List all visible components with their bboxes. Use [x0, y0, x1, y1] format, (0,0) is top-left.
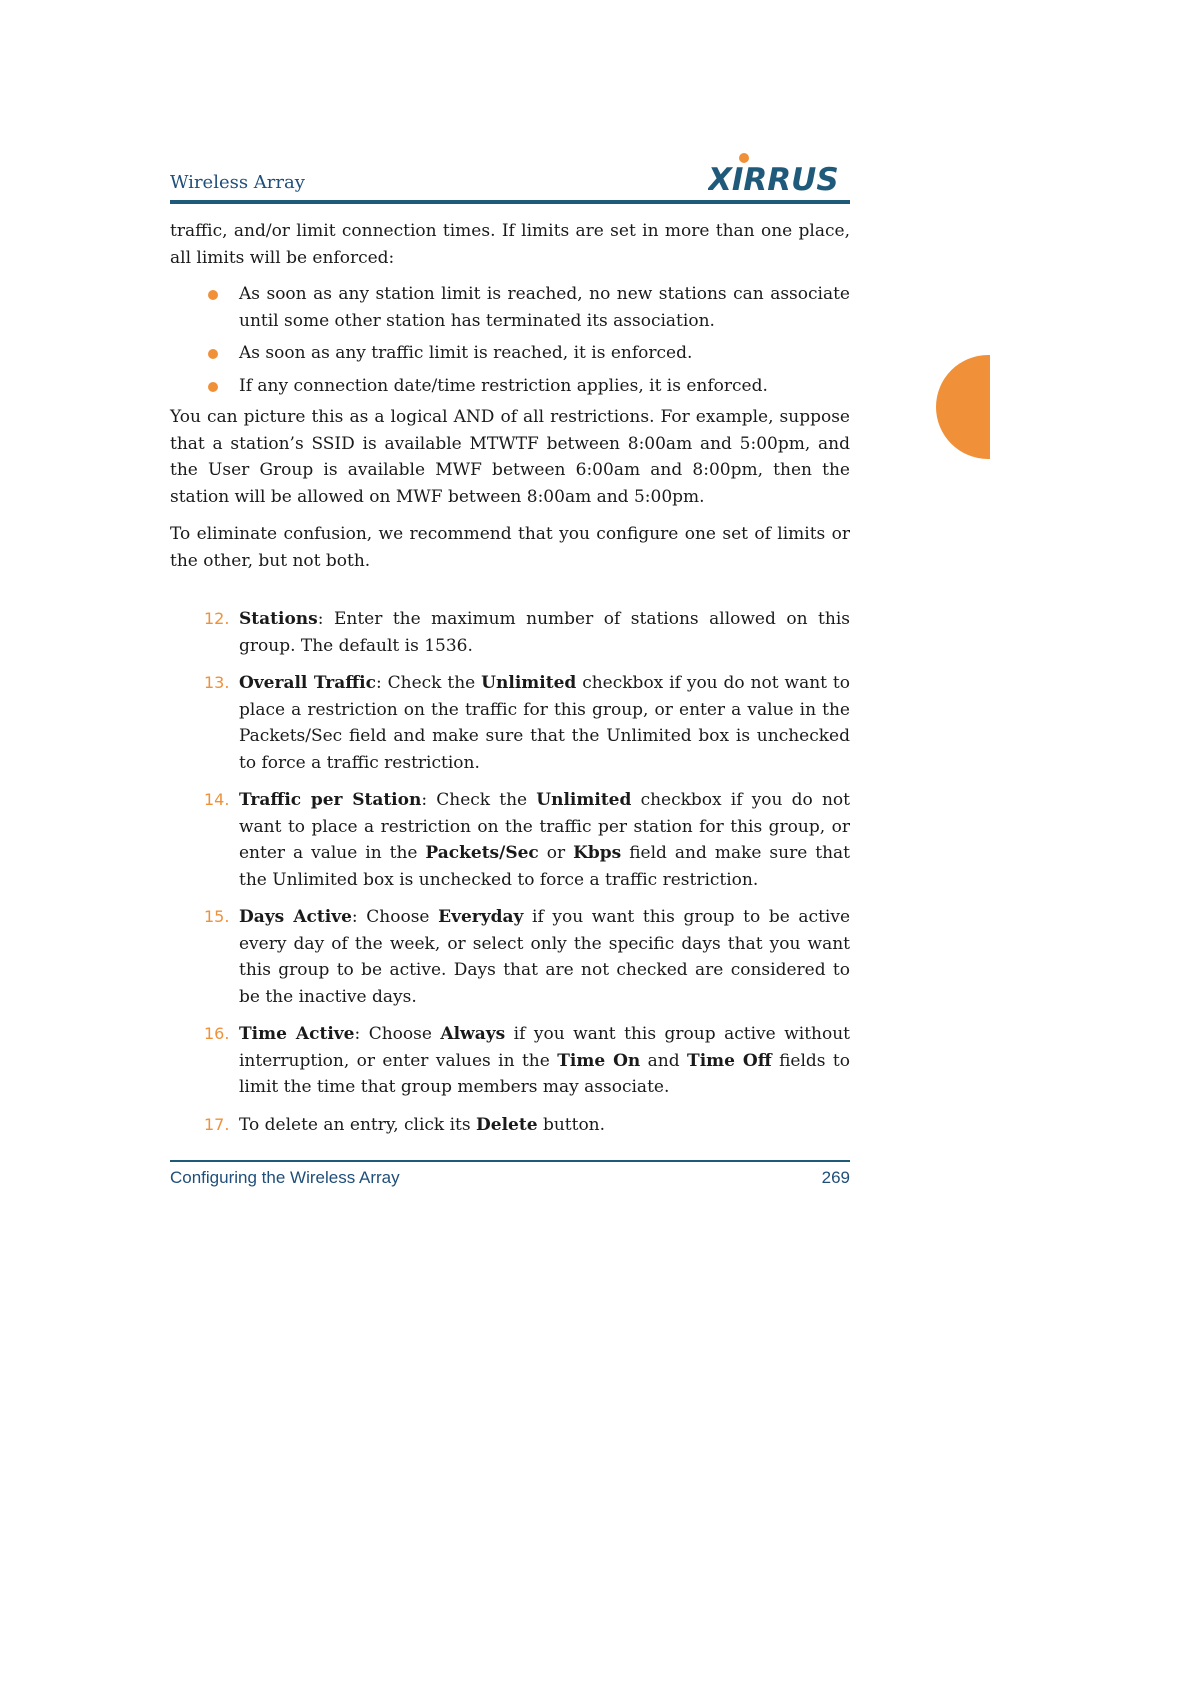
bullet-list	[200, 281, 850, 405]
step-text: : Check the	[375, 673, 482, 693]
bullet-text: As soon as any traffic limit is reached, it is enforced.	[239, 343, 693, 363]
recommendation-paragraph: To eliminate confusion, we recommend that you configure one set of limits or the other, but not both.	[170, 524, 850, 571]
svg-text:XIRRUS: XIRRUS	[708, 162, 839, 196]
step-text: : Choose	[354, 1024, 441, 1044]
step-label: Time Active	[239, 1024, 355, 1044]
step-keyword: Kbps	[573, 843, 622, 863]
step-text: and	[640, 1050, 688, 1071]
step-text: button.	[537, 1114, 606, 1135]
step-text: To delete an entry, click its	[239, 1114, 477, 1135]
step-text: checkbox if you do not want to place a restriction on the traffic per station for this group, or enter a value in the	[239, 790, 850, 863]
step-text: : Enter the maximum number of stations allowed on this group. The default is 1536.	[239, 609, 850, 656]
step-item-time-active	[200, 1021, 850, 1101]
step-keyword: Time Off	[687, 1050, 772, 1071]
step-item-overall-traffic	[200, 670, 850, 776]
chapter-tab	[936, 355, 990, 459]
step-item-days-active	[200, 904, 850, 1010]
bullet-text: As soon as any station limit is reached, no new stations can associate until some other station has terminated its association.	[239, 284, 850, 331]
list-item	[200, 373, 850, 400]
intro-paragraph: traffic, and/or limit connection times. If limits are set in more than one place, all limits will be enforced:	[170, 221, 850, 268]
step-list	[200, 606, 850, 1149]
bullet-text: If any connection date/time restriction applies, it is enforced.	[239, 375, 768, 396]
header-rule	[170, 200, 850, 204]
step-label: Overall Traffic	[239, 673, 376, 693]
step-item-traffic-per-station	[200, 787, 850, 893]
step-number: 13.	[204, 673, 230, 692]
step-label: Stations	[239, 609, 318, 629]
step-keyword: Always	[440, 1024, 506, 1044]
bullet-icon	[208, 382, 218, 392]
step-number: 12.	[204, 609, 230, 628]
step-keyword: Packets/Sec	[425, 843, 539, 863]
logical-and-paragraph: You can picture this as a logical AND of all restrictions. For example, suppose that a station’s SSID is available MTWTF between 8:00am and 5:00pm, and the User Group is available MWF between 6:00am and 8:00pm, then the station will be allowed on MWF between 8:00am and 5:00pm.	[170, 407, 850, 507]
footer-chapter-title: Configuring the Wireless Array	[170, 1168, 400, 1187]
step-item-delete	[200, 1112, 850, 1139]
list-item	[200, 281, 850, 334]
step-number: 17.	[204, 1114, 230, 1134]
xirrus-logo	[708, 150, 848, 196]
step-keyword: Unlimited	[536, 790, 632, 810]
bullet-icon	[208, 349, 218, 359]
step-text: if you want this group to be active every day of the week, or select only the specific days that you want this group to be active. Days that are not checked are considered to be the inactive days.	[239, 907, 850, 1007]
step-number: 16.	[204, 1024, 230, 1043]
footer-rule	[170, 1160, 850, 1162]
step-text: if you want this group active without interruption, or enter values in the	[239, 1024, 850, 1071]
step-text: or	[538, 843, 574, 863]
step-keyword: Unlimited	[481, 673, 577, 693]
page-number: 269	[821, 1168, 850, 1187]
bullet-icon	[208, 290, 218, 300]
step-label: Traffic per Station	[239, 790, 422, 810]
step-text: : Choose	[351, 907, 439, 927]
header-title: Wireless Array	[170, 172, 305, 193]
xirrus-logo-graphic	[708, 150, 848, 196]
step-number: 15.	[204, 907, 230, 926]
step-keyword: Everyday	[438, 907, 524, 927]
step-text: field and make sure that the Unlimited box is unchecked to force a traffic restriction.	[239, 843, 850, 890]
step-text: fields to limit the time that group members may associate.	[239, 1050, 850, 1097]
step-keyword: Time On	[557, 1050, 641, 1071]
step-text: checkbox if you do not want to place a restriction on the traffic for this group, or enter a value in the Packets/Sec field and make sure that the Unlimited box is unchecked to force a traffic restriction.	[239, 673, 850, 773]
step-number: 14.	[204, 790, 230, 809]
step-keyword: Delete	[476, 1114, 538, 1135]
step-label: Days Active	[239, 907, 352, 927]
step-text: : Check the	[421, 790, 537, 810]
list-item	[200, 340, 850, 367]
step-item-stations	[200, 606, 850, 659]
